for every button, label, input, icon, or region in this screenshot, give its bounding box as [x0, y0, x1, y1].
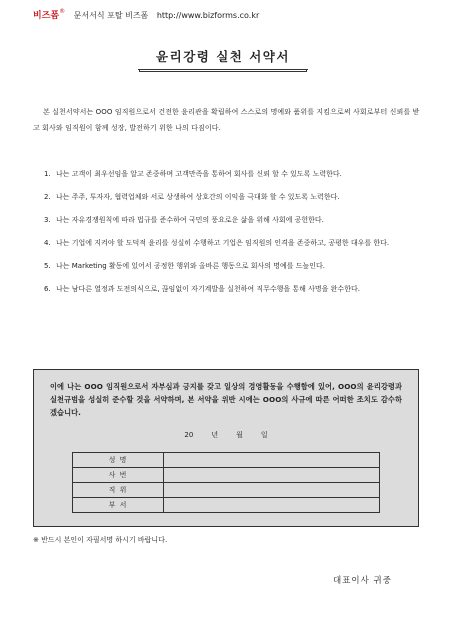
pledge-number: 4.	[44, 239, 51, 247]
date-line	[34, 430, 418, 440]
field-value-name[interactable]	[164, 453, 380, 468]
table-row	[73, 453, 380, 468]
list-item	[44, 283, 420, 296]
pledge-text: 나는 주주, 투자자, 협력업체와 서로 상생하여 상호간의 이익을 극대화 할 수 있도록 노력한다.	[56, 193, 340, 201]
pledge-text: 나는 자유경쟁원칙에 따라 법규를 준수하여 국민의 풍요로운 삶을 위해 사회에 공헌한다.	[56, 216, 324, 224]
date-month-unit: 월	[236, 431, 243, 439]
portal-text: 문서서식 포탈 비즈폼	[73, 11, 149, 20]
pledge-text: 나는 Marketing 활동에 있어서 공정한 행위와 올바른 행동으로 회사의 명예를 드높인다.	[56, 262, 325, 270]
brand-logo: 비즈폼	[33, 11, 60, 21]
list-item	[44, 260, 420, 273]
field-label-name: 성 명	[73, 453, 164, 468]
pledge-number: 6.	[44, 285, 51, 293]
list-item	[44, 214, 420, 227]
pledge-number: 1.	[44, 170, 51, 178]
field-label-employee-id: 사 번	[73, 468, 164, 483]
date-year[interactable]: 20	[184, 431, 194, 439]
table-row	[73, 498, 380, 513]
declaration-box	[33, 369, 419, 527]
list-item	[44, 237, 420, 250]
field-label-department: 부 서	[73, 498, 164, 513]
pledge-number: 3.	[44, 216, 51, 224]
list-item	[44, 191, 420, 204]
date-year-unit: 년	[211, 431, 219, 439]
addressee: 대표이사 귀중	[333, 576, 392, 586]
list-item	[44, 168, 420, 181]
portal-url[interactable]: http://www.bizforms.co.kr	[156, 11, 260, 20]
field-label-position: 직 위	[73, 483, 164, 498]
field-value-position[interactable]	[164, 483, 380, 498]
registered-mark: ®	[59, 8, 66, 15]
table-row	[73, 483, 380, 498]
pledge-text: 나는 기업에 지켜야 할 도덕적 윤리를 성실히 수행하고 기업은 임직원의 인격을 존중하고, 공평한 대우를 한다.	[56, 239, 390, 247]
pledge-text: 나는 남다른 열정과 도전의식으로, 끊임없이 자기계발을 실천하여 직무수행을 통해 사명을 완수한다.	[56, 285, 360, 293]
pledge-text: 나는 고객이 최우선임을 알고 존중하며 고객만족을 통하여 회사를 신뢰 할 수 있도록 노력한다.	[56, 170, 342, 178]
signature-note: ※ 반드시 본인이 자필서명 하시기 바랍니다.	[33, 536, 168, 544]
field-value-employee-id[interactable]	[164, 468, 380, 483]
pledge-number: 5.	[44, 262, 51, 270]
declaration-text: 이에 나는 OOO 임직원으로서 자부심과 긍지를 갖고 일상의 경영활동을 수행함에 있어, OOO의 윤리강령과 실천규범을 성실히 준수할 것을 서약하며, 본 서약을 위반 시에는 OOO의 사규에 따른 어떠한 조치도 감수하겠습니다.	[50, 382, 402, 417]
document-title: 윤리강령 실천 서약서	[156, 49, 290, 64]
portal-header	[33, 8, 259, 21]
field-value-department[interactable]	[164, 498, 380, 513]
date-day-unit: 일	[260, 431, 268, 439]
table-row	[73, 468, 380, 483]
signature-table	[72, 452, 380, 513]
title-box	[138, 47, 308, 70]
pledge-number: 2.	[44, 193, 51, 201]
intro-paragraph: 본 실천서약서는 OOO 임직원으로서 건전한 윤리관을 확립하여 스스로의 명예와 품위를 지킴으로써 사회로부터 신뢰를 받고 회사와 임직원이 함께 성장, 발전하기 위한 나의 다짐이다.	[33, 108, 420, 132]
pledge-list	[44, 168, 420, 306]
